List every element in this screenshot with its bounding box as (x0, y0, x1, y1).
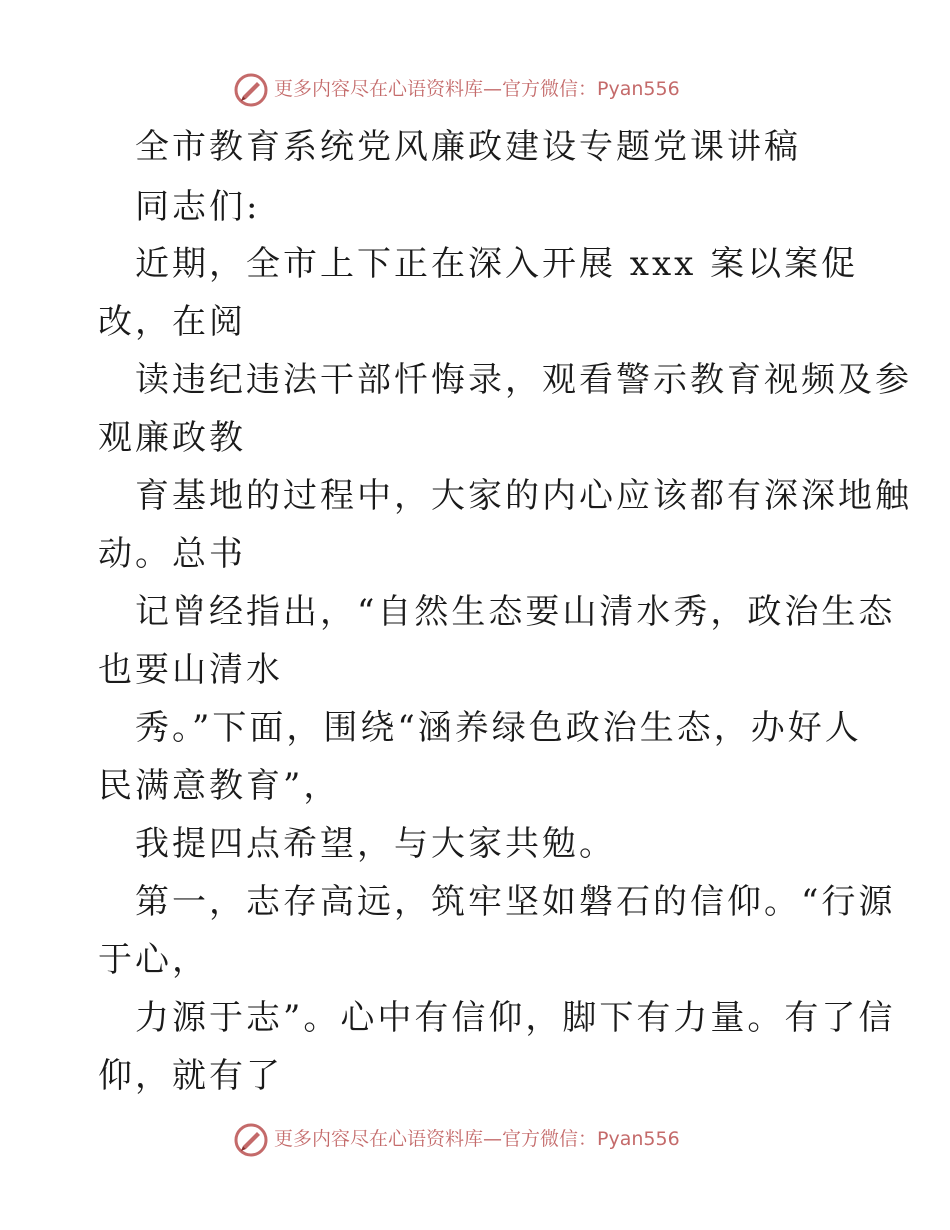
text-line: 于心， (98, 940, 209, 980)
text-line: 第一，志存高远，筑牢坚如磐石的信仰。“行源 (135, 882, 896, 922)
text-line: 同志们: (135, 187, 261, 227)
document-title: 全市教育系统党风廉政建设专题党课讲稿 (135, 127, 801, 167)
pen-logo-icon (233, 1122, 269, 1158)
text-line: 力源于志”。心中有信仰，脚下有力量。有了信 (135, 998, 896, 1038)
footer-watermark-banner (0, 1120, 950, 1160)
text-line: 读违纪违法干部忏悔录，观看警示教育视频及参 (135, 360, 912, 400)
text-line: 改，在阅 (98, 302, 246, 342)
watermark-text: 更多内容尽在心语资料库—官方微信：Pyan556 (274, 1128, 680, 1150)
text-line: 秀。”下面，围绕“涵养绿色政治生态，办好人 (135, 708, 862, 748)
header-watermark-banner (0, 70, 950, 110)
text-line: 我提四点希望，与大家共勉。 (135, 824, 616, 864)
text-line: 近期，全市上下正在深入开展 xxx 案以案促 (135, 244, 859, 284)
text-line: 也要山清水 (98, 650, 283, 690)
text-line: 动。总书 (98, 534, 246, 574)
text-line: 记曾经指出，“自然生态要山清水秀，政治生态 (135, 592, 896, 632)
text-line: 观廉政教 (98, 418, 246, 458)
watermark-text: 更多内容尽在心语资料库—官方微信：Pyan556 (274, 78, 680, 100)
pen-logo-icon (233, 72, 269, 108)
text-line: 仰，就有了 (98, 1056, 283, 1096)
text-line: 民满意教育”， (98, 766, 341, 806)
text-line: 育基地的过程中，大家的内心应该都有深深地触 (135, 476, 912, 516)
